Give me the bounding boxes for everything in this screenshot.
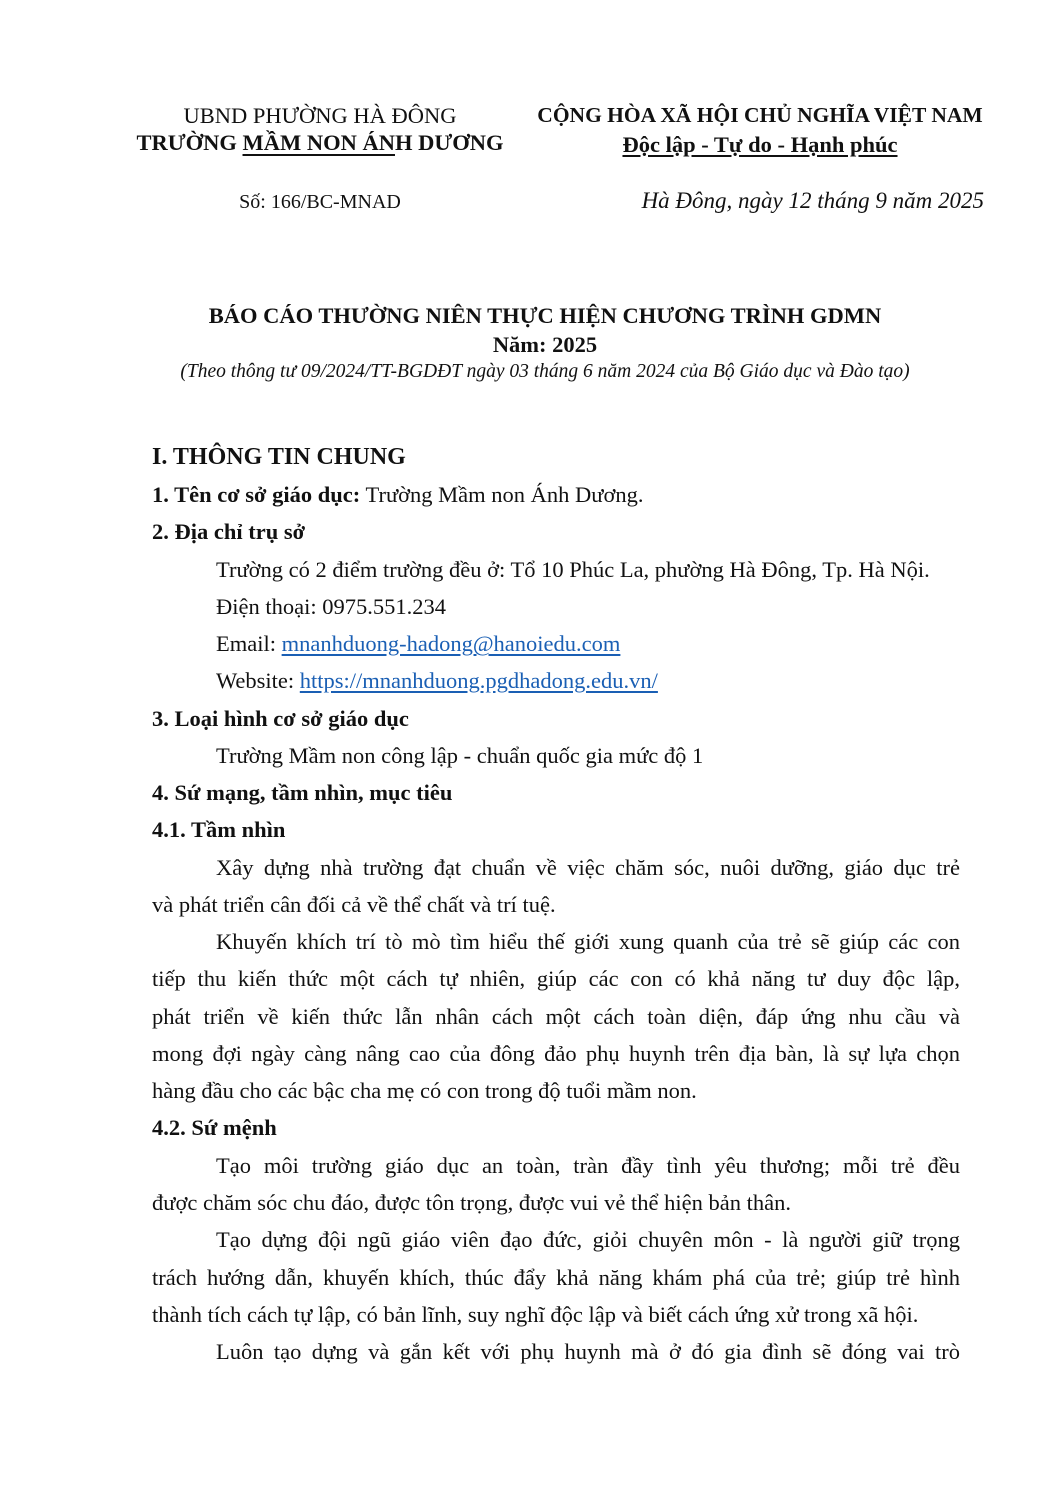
section-heading: I. THÔNG TIN CHUNG [152,444,406,470]
report-reference: (Theo thông tư 09/2024/TT-BGDĐT ngày 03 tháng 6 năm 2024 của Bộ Giáo dục và Đào tạo) [180,361,910,382]
item-2-label: 2. Địa chỉ trụ sở [152,519,306,544]
issuing-agency: UBND PHƯỜNG HÀ ĐÔNG [183,103,457,128]
school-name-prefix: TRƯỜNG [136,130,243,155]
address-line: Trường có 2 điểm trường đều ở: Tổ 10 Phúc La, phường Hà Đông, Tp. Hà Nội. [216,557,930,582]
school-name-underlined: MẦM NON ÁN [242,130,395,155]
document-number: Số: 166/BC-MNAD [239,191,401,213]
website-link[interactable]: https://mnanhduong.pgdhadong.edu.vn/ [299,668,658,693]
vision-p1-line-2: và phát triển cân đối cả về thể chất và trí tuệ. [152,892,556,917]
mission-p2-line-3: thành tích cách tự lập, có bản lĩnh, suy nghĩ độc lập và biết cách ứng xử trong xã hội. [152,1302,919,1327]
report-year: Năm: 2025 [492,332,598,357]
phone-line: Điện thoại: 0975.551.234 [216,594,446,619]
place-date: Hà Đông, ngày 12 tháng 9 năm 2025 [641,188,984,213]
mission-p3-line-1: Luôn tạo dựng và gắn kết với phụ huynh mà ở đó gia đình sẽ đóng vai trò [216,1339,960,1364]
school-type: Trường Mầm non công lập - chuẩn quốc gia mức độ 1 [216,743,704,768]
item-3-label: 3. Loại hình cơ sở giáo dục [152,706,409,731]
school-name-suffix: H DƯƠNG [394,130,504,155]
email-link[interactable]: mnanhduong-hadong@hanoiedu.com [281,631,621,656]
vision-p2-line-1: Khuyến khích trí tò mò tìm hiểu thế giới xung quanh của trẻ sẽ giúp các con [216,929,960,954]
mission-p1-line-2: được chăm sóc chu đáo, được tôn trọng, được vui vẻ thể hiện bản thân. [152,1190,791,1215]
website-line [216,666,658,696]
mission-p1-line-1: Tạo môi trường giáo dục an toàn, tràn đầy tình yêu thương; mỗi trẻ đều [216,1153,960,1178]
report-title: BÁO CÁO THƯỜNG NIÊN THỰC HIỆN CHƯƠNG TRÌNH GDMN [208,303,882,328]
website-label: Website: [216,668,300,693]
national-motto: Độc lập - Tự do - Hạnh phúc [622,132,898,157]
vision-p1-line-1: Xây dựng nhà trường đạt chuẩn về việc chăm sóc, nuôi dưỡng, giáo dục trẻ [216,855,960,880]
item-4-1-label: 4.1. Tầm nhìn [152,817,286,842]
email-line [216,629,620,659]
mission-p2-line-2: trách hướng dẫn, khuyến khích, thúc đẩy khả năng khám phá của trẻ; giúp trẻ hình [152,1265,960,1290]
item-1-label: 1. Tên cơ sở giáo dục: [152,482,361,507]
vision-p2-line-4: mong đợi ngày càng nâng cao của đông đảo phụ huynh trên địa bàn, là sự lựa chọn [152,1041,960,1066]
item-1-value: Trường Mầm non Ánh Dương. [360,482,644,507]
vision-p2-line-5: hàng đầu cho các bậc cha mẹ có con trong độ tuổi mầm non. [152,1078,697,1103]
nation-name: CỘNG HÒA XÃ HỘI CHỦ NGHĨA VIỆT NAM [537,103,983,127]
vision-p2-line-3: phát triển về kiến thức lẫn nhân cách một cách toàn diện, đáp ứng nhu cầu và [152,1004,960,1029]
item-4-2-label: 4.2. Sứ mệnh [152,1115,277,1140]
mission-p2-line-1: Tạo dựng đội ngũ giáo viên đạo đức, giỏi chuyên môn - là người giữ trọng [216,1227,960,1252]
school-name-header [120,128,520,158]
item-1-institution-name [152,480,644,510]
item-4-label: 4. Sứ mạng, tầm nhìn, mục tiêu [152,780,453,805]
email-label: Email: [216,631,282,656]
vision-p2-line-2: tiếp thu kiến thức một cách tự nhiên, giúp các con có khả năng tư duy độc lập, [152,966,960,991]
